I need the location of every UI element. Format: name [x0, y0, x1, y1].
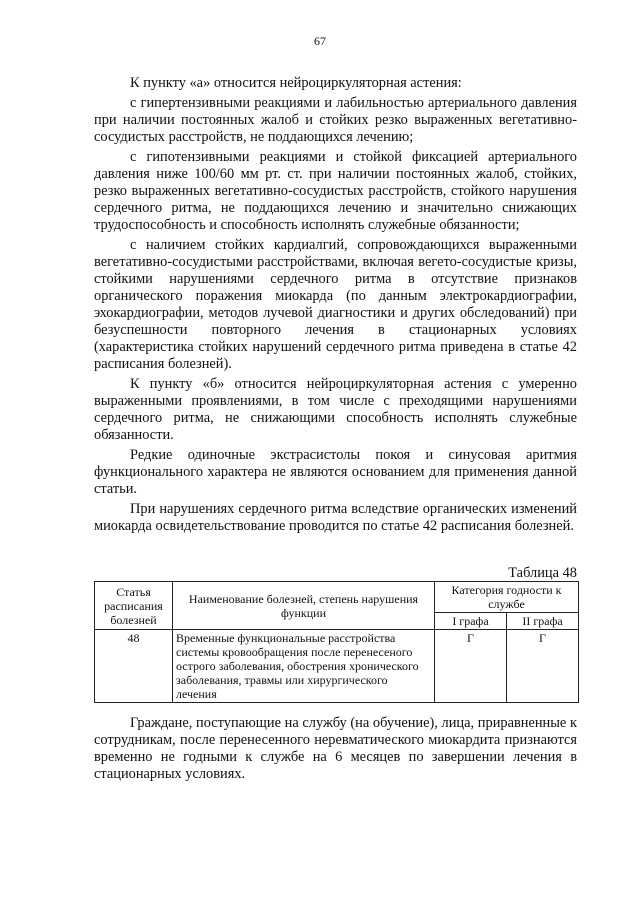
paragraph: К пункту «б» относится нейроциркуляторная астения с умеренно выраженными проявлениями, в том числе с преходящими нарушениями сердечного ритма, не снижающими способность исполнять служебные обязанности. — [94, 376, 577, 443]
header-column-2: II графа — [507, 613, 579, 630]
header-disease: Наименование болезней, степень нарушения функции — [173, 582, 435, 630]
paragraph: с гипертензивными реакциями и лабильностью артериального давления при наличии постоянных жалоб и стойких резко выраженных вегетативно-сосудистых расстройств, не поддающихся лечению; — [94, 95, 577, 145]
paragraph: с гипотензивными реакциями и стойкой фиксацией артериального давления ниже 100/60 мм рт. ст. при наличии постоянных жалоб, стойких, резко выраженных вегетативно-сосудистых расстройств, стойкого нарушения сердечного ритма, не поддающихся лечению и значительно снижающих трудоспособность и способность исполнять служебные обязанности; — [94, 149, 577, 233]
body-text-bottom — [94, 715, 577, 783]
table-row — [95, 630, 579, 703]
paragraph: Граждане, поступающие на службу (на обучение), лица, приравненные к сотрудникам, после перенесенного неревматического миокардита признаются временно не годными к службе на 6 месяцев по завершении лечения в стационарных условиях. — [94, 715, 577, 782]
cell-article: 48 — [95, 630, 173, 703]
page-number: 67 — [314, 34, 326, 48]
header-column-1: I графа — [435, 613, 507, 630]
header-category: Категория годности к службе — [435, 582, 579, 613]
header-article: Статья расписания болезней — [95, 582, 173, 630]
paragraph: При нарушениях сердечного ритма вследствие органических изменений миокарда освидетельствование проводится по статье 42 расписания болезней. — [94, 501, 577, 534]
paragraph: с наличием стойких кардиалгий, сопровождающихся выраженными вегетативно-сосудистыми расстройствами, включая вегето-сосудистые кризы, стойкими нарушениями сердечного ритма в отсутствие признаков органического поражения миокарда (по данным электрокардиографии, эхокардиографии, методов лучевой диагностики и других обследований) при безуспешности повторного лечения в стационарных условиях (характеристика стойких нарушений сердечного ритма приведена в статье 42 расписания болезней). — [94, 237, 577, 372]
paragraph: К пункту «а» относится нейроциркуляторная астения: — [130, 75, 462, 91]
paragraph: Редкие одиночные экстрасистолы покоя и синусовая аритмия функционального характера не являются основанием для применения данной статьи. — [94, 447, 577, 497]
cell-column-2: Г — [507, 630, 579, 703]
body-text-top — [94, 75, 577, 538]
table-caption: Таблица 48 — [508, 565, 577, 581]
cell-disease: Временные функциональные расстройства системы кровообращения после перенесеного острого заболевания, обострения хронического заболевания, травмы или хирургического лечения — [173, 630, 435, 703]
cell-column-1: Г — [435, 630, 507, 703]
disease-table — [94, 581, 579, 703]
